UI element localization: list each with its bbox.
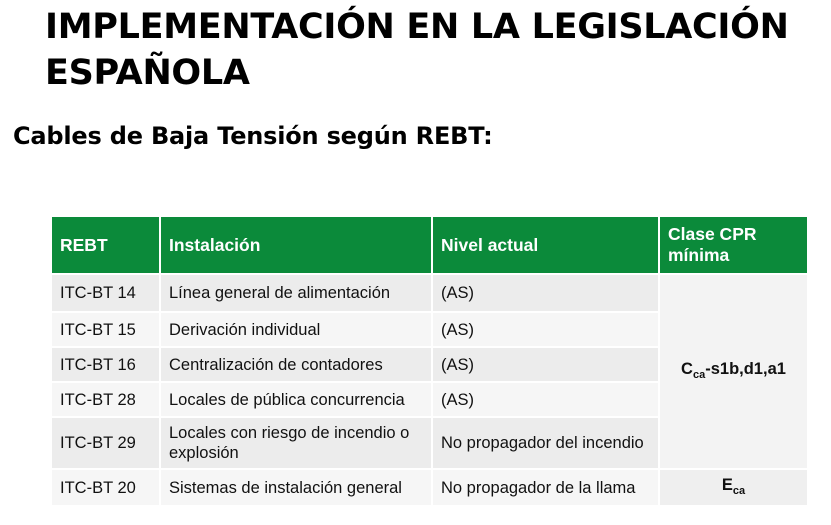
clase-subscript: ca [692, 368, 706, 381]
cell-nivel: (AS) [432, 382, 659, 417]
clase-subscript: ca [732, 484, 746, 497]
cell-instalacion: Sistemas de instalación general [160, 469, 432, 505]
cell-instalacion: Locales de pública concurrencia [160, 382, 432, 417]
header-instalacion: Instalación [160, 217, 432, 274]
table-row [52, 274, 807, 312]
cell-rebt: ITC-BT 29 [52, 417, 160, 469]
slide-title: IMPLEMENTACIÓN EN LA LEGISLACIÓN ESPAÑOLA [45, 7, 789, 93]
header-rebt: REBT [52, 217, 160, 274]
cell-instalacion: Locales con riesgo de incendio o explosión [160, 417, 432, 469]
cell-nivel: No propagador de la llama [432, 469, 659, 505]
cell-rebt: ITC-BT 20 [52, 469, 160, 505]
cell-nivel: (AS) [432, 274, 659, 312]
cell-clase-cpr [659, 274, 807, 469]
cell-nivel: (AS) [432, 312, 659, 347]
cell-instalacion: Línea general de alimentación [160, 274, 432, 312]
cpr-table [52, 217, 807, 505]
clase-base: C [681, 359, 693, 378]
cell-rebt: ITC-BT 28 [52, 382, 160, 417]
cell-clase-cpr [659, 469, 807, 505]
slide-subtitle: Cables de Baja Tensión según REBT: [13, 122, 493, 150]
cell-instalacion: Centralización de contadores [160, 347, 432, 382]
header-clase-cpr: Clase CPR mínima [659, 217, 807, 274]
cell-nivel: No propagador del incendio [432, 417, 659, 469]
clase-rest: -s1b,d1,a1 [705, 359, 786, 378]
header-nivel-actual: Nivel actual [432, 217, 659, 274]
cell-nivel: (AS) [432, 347, 659, 382]
cell-instalacion: Derivación individual [160, 312, 432, 347]
cell-rebt: ITC-BT 15 [52, 312, 160, 347]
table-header-row [52, 217, 807, 274]
cell-rebt: ITC-BT 14 [52, 274, 160, 312]
cell-rebt: ITC-BT 16 [52, 347, 160, 382]
clase-base: E [721, 475, 733, 494]
table-row [52, 469, 807, 505]
